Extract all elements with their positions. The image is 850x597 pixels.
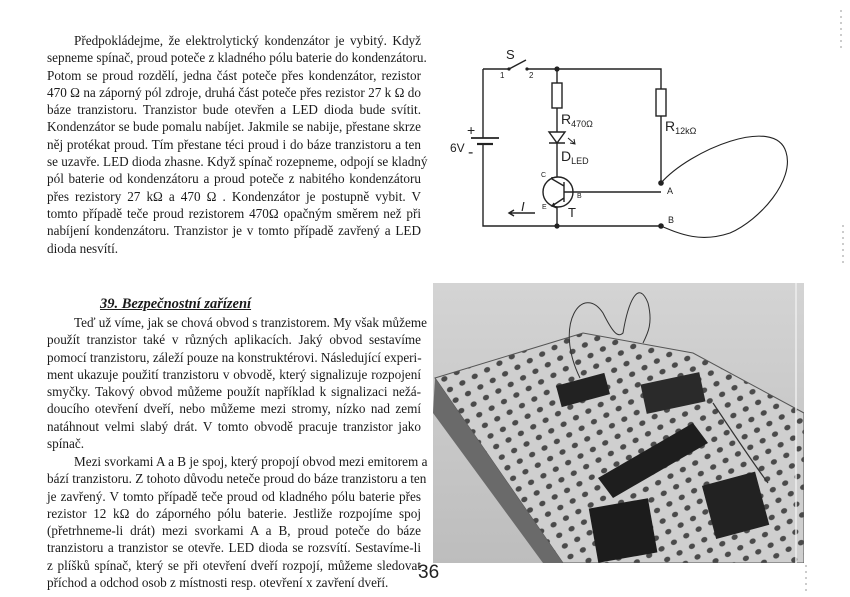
terminal-b-dot bbox=[658, 223, 664, 229]
led-label: $D_{LED}$ bbox=[561, 148, 589, 166]
text-line: Mezi svorkami A a B je spoj, který propojí obvod mezi emitorem a bbox=[74, 454, 428, 469]
text-line: z plíšků spínač, který se při otevření dveří rozpojí, můžeme sledovat bbox=[47, 557, 421, 573]
text-line: něj protékat proud. Tím přestane téci proud i do báze tranzistoru a ten bbox=[47, 136, 421, 152]
text-line: Předpokládejme, že elektrolytický kondenzátor je vybitý. Když bbox=[74, 33, 421, 48]
text-line: bází tranzistoru. Z tohoto důvodu neteče proud do báze tranzistoru a ten bbox=[47, 471, 427, 487]
text-line: se uzavře. LED dioda zhasne. Když spínač rozepneme, odpojí se kladný bbox=[47, 154, 428, 170]
text-line: ment ukazuje použití tranzistoru v obvodě, který signalizuje rozpojení bbox=[47, 366, 421, 382]
scan-edge-marks bbox=[840, 10, 842, 50]
terminal-a-label: A bbox=[667, 186, 674, 196]
text-line: spínač. bbox=[47, 436, 84, 451]
battery-plus: + bbox=[467, 122, 476, 138]
text-line: smyčky. Takový obvod můžeme použít například k signalizaci nežá- bbox=[47, 384, 421, 400]
terminal-b-label: B bbox=[668, 215, 675, 225]
text-line: doucího otevření dveří, nebo můžeme mezi stromy, nízko nad zemí bbox=[47, 401, 421, 417]
current-label: I bbox=[521, 199, 525, 214]
resistor-12k-label: $R_{12k\Omega}$ bbox=[665, 118, 697, 136]
resistor-470 bbox=[552, 83, 562, 108]
switch-label: S bbox=[506, 47, 515, 62]
text-line: báze tranzistoru. Tranzistor bude otevřen a LED dioda bude svítit. bbox=[47, 102, 421, 118]
text-line: Kondenzátor se bude pomalu nabíjet. Jakmile se nabije, přestane skrze bbox=[47, 119, 421, 135]
wire-loop bbox=[661, 136, 787, 237]
scan-edge-marks bbox=[805, 565, 807, 595]
terminal-a-dot bbox=[658, 180, 664, 186]
base-label: B bbox=[577, 193, 582, 200]
component-transistor bbox=[589, 498, 658, 563]
text-line: nabíjení kondenzátoru. Tranzistor je v tomto případě zavřený a LED bbox=[47, 223, 421, 239]
section-heading: 39. Bezpečnostní zařízení bbox=[100, 296, 252, 312]
section-paragraph-2 bbox=[47, 453, 428, 591]
text-line: Potom se proud rozdělí, jedna část poteče přes kondenzátor, rezistor bbox=[47, 67, 421, 83]
text-line: je zavřený. V tomto případě teče proud od kladného pólu baterie přes bbox=[47, 488, 421, 504]
text-line: 470 Ω na záporný pól zdroje, druhá část poteče přes rezistor 27 k Ω do bbox=[47, 84, 421, 100]
switch-pin-2: 2 bbox=[529, 71, 534, 80]
wire-left bbox=[483, 69, 661, 226]
transistor-label: T bbox=[568, 205, 576, 220]
battery-minus: - bbox=[468, 144, 474, 161]
resistor-12k bbox=[656, 89, 666, 116]
page-number: 36 bbox=[418, 562, 440, 583]
collector-label: C bbox=[541, 172, 547, 179]
section-paragraph-1 bbox=[47, 314, 427, 435]
section-paragraph-1-end bbox=[47, 435, 421, 452]
intro-paragraph bbox=[47, 32, 428, 257]
switch-pin-1: 1 bbox=[500, 71, 505, 80]
text-line: tomto případě teče proud rezistorem 470Ω opačným směrem než při bbox=[47, 205, 421, 221]
scan-edge-marks bbox=[842, 225, 844, 265]
text-line: pomocí tranzistoru, záleží pouze na konstruktérovi. Následující experi- bbox=[47, 349, 422, 365]
circuit-photo bbox=[433, 283, 804, 563]
text-line: Teď už víme, jak se chová obvod s tranzistorem. My však můžeme bbox=[74, 315, 427, 330]
text-line: příchod a odchod osob z místnosti resp. otevření x zavření dveří. bbox=[47, 575, 389, 591]
circuit-diagram bbox=[440, 40, 800, 240]
switch-lever bbox=[483, 60, 526, 69]
text-line: sepneme spínač, proud poteče z kladného pólu baterie do kondenzátoru. bbox=[47, 50, 427, 66]
text-line: použít tranzistor také v různých aplikacích. Jaký obvod sestavíme bbox=[47, 332, 421, 348]
emitter-label: E bbox=[542, 204, 547, 211]
text-line: přes rezistory 27 kΩ a 470 Ω . Kondenzátor je postupně vybit. V bbox=[47, 188, 421, 204]
led-light-arrows bbox=[568, 138, 575, 144]
text-line: pól baterie od kondenzátoru a proud poteče z nabitého kondenzátoru bbox=[47, 171, 421, 187]
led-diode bbox=[549, 132, 565, 143]
text-line: rezistor 12 kΩ do záporného pólu baterie. Jestliže rozpojíme spoj bbox=[47, 505, 421, 521]
text-line: (přetrhneme-li drát) mezi svorkami A a B, proud poteče do báze bbox=[47, 523, 421, 539]
text-line: tranzistoru a tranzistor se otevře. LED dioda se rozsvítí. Sestavíme-li bbox=[47, 540, 421, 556]
text-line: natáhnout velmi slabý drát. V tomto obvodě pracuje tranzistor jako bbox=[47, 418, 421, 434]
battery-voltage: 6V bbox=[450, 141, 465, 155]
resistor-470-label: $R_{470\Omega}$ bbox=[561, 111, 593, 129]
text-line: dioda nesvítí. bbox=[47, 240, 119, 256]
